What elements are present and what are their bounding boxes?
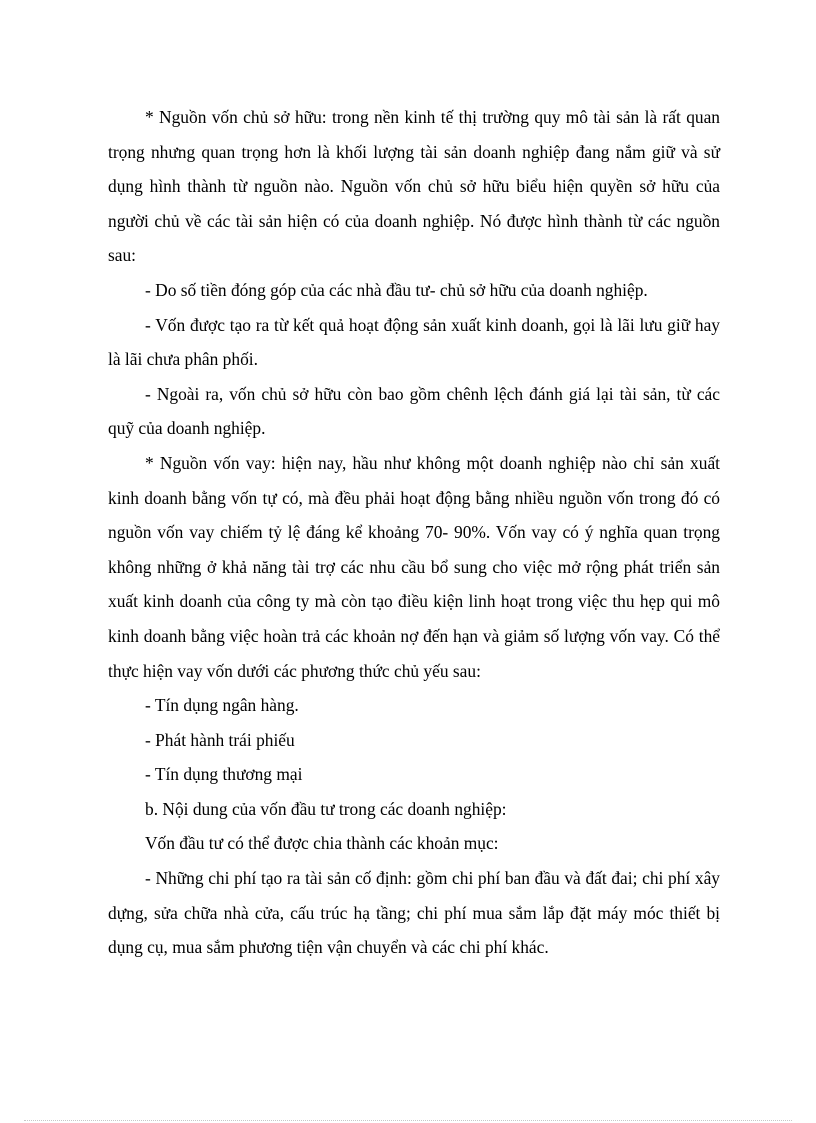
list-item-bank-credit: - Tín dụng ngân hàng. [145,695,299,716]
list-item-retained-earnings: - Vốn được tạo ra từ kết quả hoạt động sản xuất kinh doanh, gọi là lãi lưu giữ hay là lãi chưa phân phối. [108,314,720,370]
page-bottom-divider [24,1120,792,1121]
list-item-bonds: - Phát hành trái phiếu [145,729,295,750]
paragraph-investment-items: Vốn đầu tư có thể được chia thành các khoản mục: [145,833,499,854]
section-heading-investment-content: b. Nội dung của vốn đầu tư trong các doanh nghiệp: [145,798,507,819]
paragraph-borrowed-capital: * Nguồn vốn vay: hiện nay, hầu như không một doanh nghiệp nào chỉ sản xuất kinh doanh bằng vốn tự có, mà đều phải hoạt động bằng nhiều nguồn vốn trong đó có nguồn vốn vay chiếm tỷ lệ đáng kể khoảng 70- 90%. Vốn vay có ý nghĩa quan trọng không những ở khả năng tài trợ các nhu cầu bổ sung cho việc mở rộng phát triển sản xuất kinh doanh của công ty mà còn tạo điều kiện linh hoạt trong việc thu hẹp qui mô kinh doanh bằng việc hoàn trả các khoản nợ đến hạn và giảm số lượng vốn vay. Có thể thực hiện vay vốn dưới các phương thức chủ yếu sau: [108,452,720,681]
list-item-investor-contribution: - Do số tiền đóng góp của các nhà đầu tư- chủ sở hữu của doanh nghiệp. [145,279,648,300]
body-text [108,100,720,965]
list-item-trade-credit: - Tín dụng thương mại [145,764,303,785]
list-item-revaluation: - Ngoài ra, vốn chủ sở hữu còn bao gồm chênh lệch đánh giá lại tài sản, từ các quỹ của doanh nghiệp. [108,383,720,439]
list-item-fixed-asset-costs: - Những chi phí tạo ra tài sản cố định: gồm chi phí ban đầu và đất đai; chi phí xây dựng, sửa chữa nhà cửa, cấu trúc hạ tầng; chi phí mua sắm lắp đặt máy móc thiết bị dụng cụ, mua sắm phương tiện vận chuyển và các chi phí khác. [108,868,720,958]
paragraph-owner-equity: * Nguồn vốn chủ sở hữu: trong nền kinh tế thị trường quy mô tài sản là rất quan trọng nhưng quan trọng hơn là khối lượng tài sản doanh nghiệp đang nắm giữ và sử dụng hình thành từ nguồn nào. Nguồn vốn chủ sở hữu biểu hiện quyền sở hữu của người chủ về các tài sản hiện có của doanh nghiệp. Nó được hình thành từ các nguồn sau: [108,107,720,266]
